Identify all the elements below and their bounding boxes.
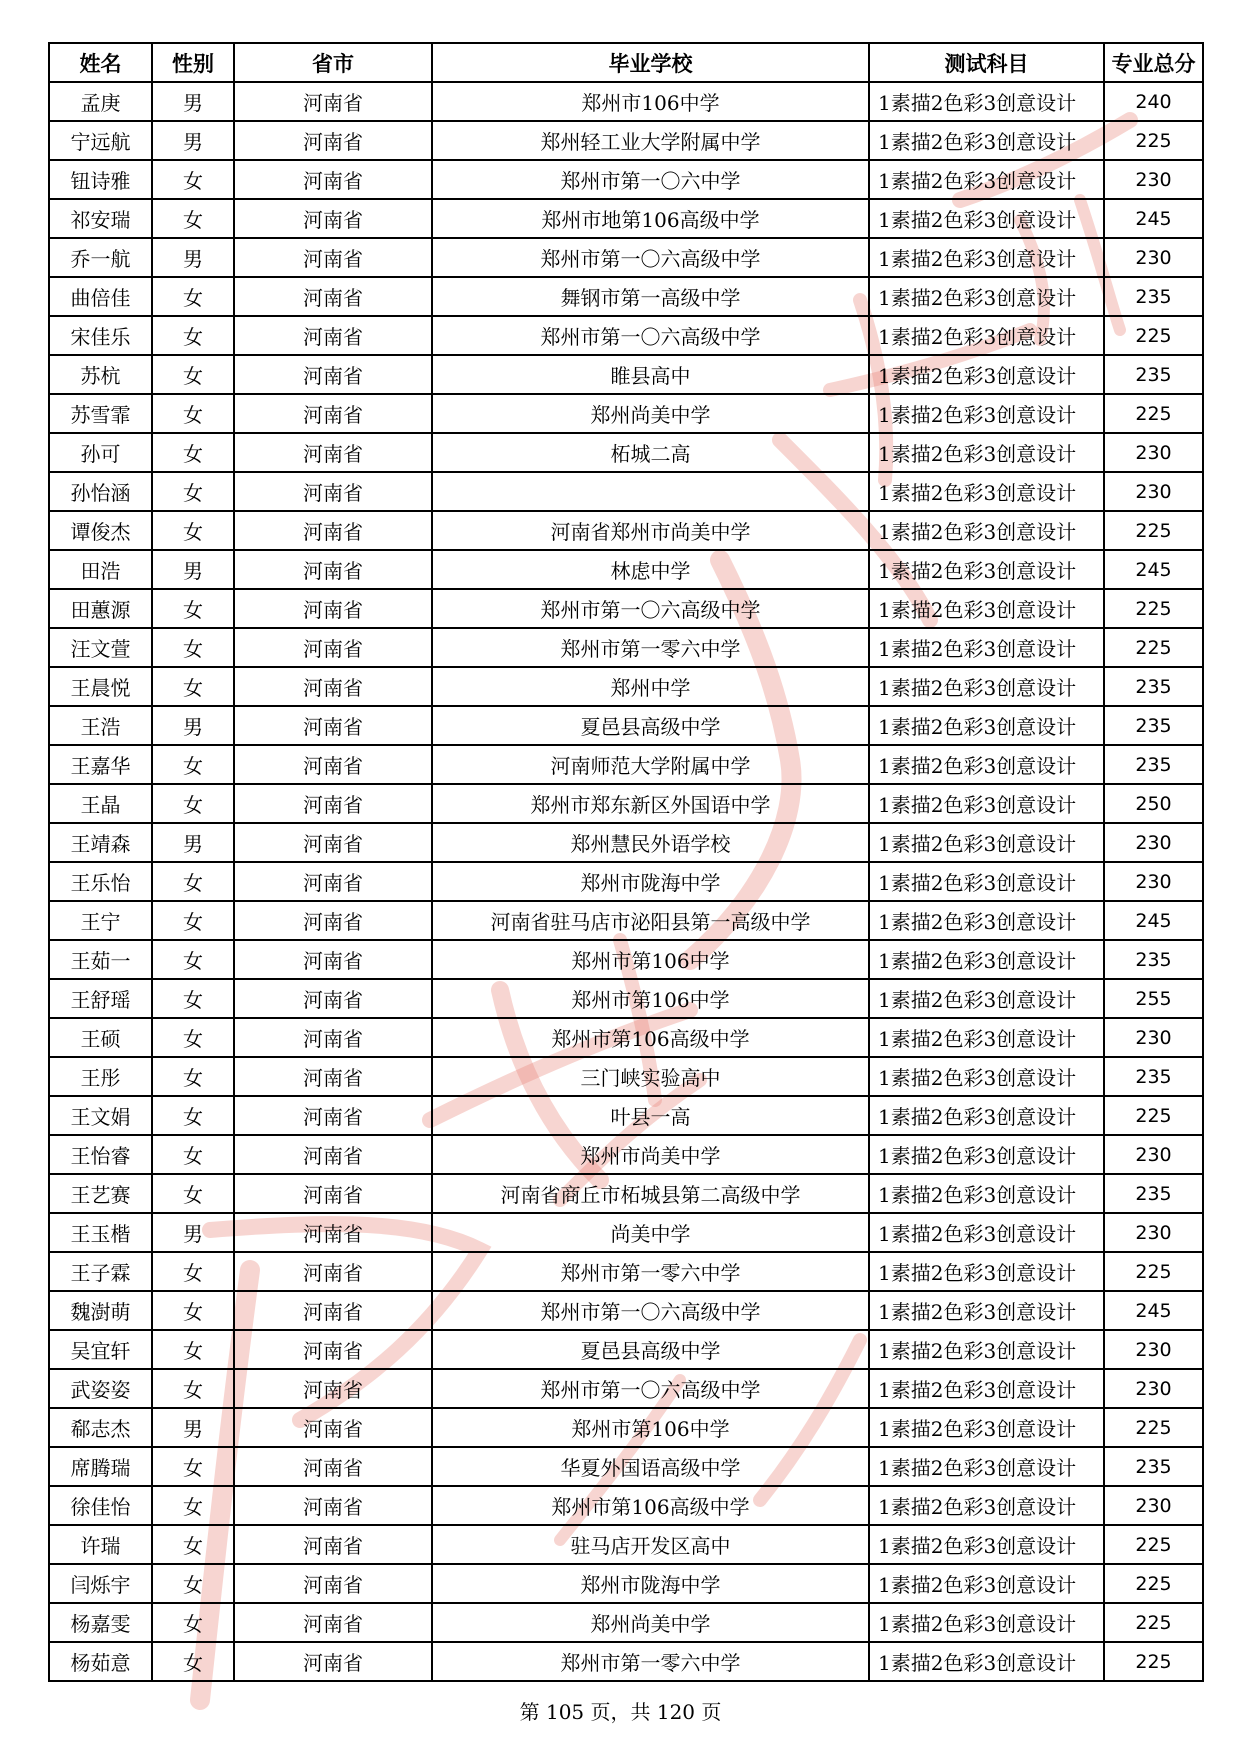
cell-subject: 1素描2色彩3创意设计 [869, 1603, 1104, 1642]
cell-name: 田蕙源 [49, 589, 152, 628]
cell-name: 王晶 [49, 784, 152, 823]
cell-gender: 女 [152, 628, 234, 667]
table-header-row [49, 43, 1203, 82]
cell-name: 乔一航 [49, 238, 152, 277]
cell-province: 河南省 [234, 862, 432, 901]
cell-name: 徐佳怡 [49, 1486, 152, 1525]
cell-subject: 1素描2色彩3创意设计 [869, 199, 1104, 238]
cell-subject: 1素描2色彩3创意设计 [869, 1408, 1104, 1447]
cell-province: 河南省 [234, 1408, 432, 1447]
page-footer: 第 105 页，共 120 页 [519, 1700, 722, 1724]
cell-gender: 男 [152, 238, 234, 277]
cell-name: 宁远航 [49, 121, 152, 160]
cell-score: 240 [1104, 82, 1203, 121]
header-subject: 测试科目 [869, 43, 1104, 82]
cell-province: 河南省 [234, 1369, 432, 1408]
cell-name: 王晨悦 [49, 667, 152, 706]
cell-gender: 男 [152, 706, 234, 745]
cell-gender: 女 [152, 940, 234, 979]
cell-school: 郑州市地第106高级中学 [432, 199, 869, 238]
table-row [49, 1525, 1203, 1564]
cell-score: 235 [1104, 1057, 1203, 1096]
cell-gender: 女 [152, 784, 234, 823]
cell-gender: 女 [152, 1018, 234, 1057]
cell-subject: 1素描2色彩3创意设计 [869, 1642, 1104, 1681]
cell-province: 河南省 [234, 355, 432, 394]
cell-province: 河南省 [234, 1057, 432, 1096]
cell-province: 河南省 [234, 1252, 432, 1291]
cell-province: 河南省 [234, 121, 432, 160]
cell-score: 225 [1104, 511, 1203, 550]
cell-school: 叶县一高 [432, 1096, 869, 1135]
cell-subject: 1素描2色彩3创意设计 [869, 979, 1104, 1018]
cell-subject: 1素描2色彩3创意设计 [869, 355, 1104, 394]
cell-score: 235 [1104, 667, 1203, 706]
table-row [49, 1486, 1203, 1525]
cell-name: 王舒瑶 [49, 979, 152, 1018]
cell-subject: 1素描2色彩3创意设计 [869, 667, 1104, 706]
cell-school: 驻马店开发区高中 [432, 1525, 869, 1564]
cell-province: 河南省 [234, 1564, 432, 1603]
cell-subject: 1素描2色彩3创意设计 [869, 628, 1104, 667]
cell-subject: 1素描2色彩3创意设计 [869, 82, 1104, 121]
cell-score: 235 [1104, 745, 1203, 784]
table-row [49, 160, 1203, 199]
header-total-score: 专业总分 [1104, 43, 1203, 82]
cell-gender: 男 [152, 550, 234, 589]
cell-name: 吴宜轩 [49, 1330, 152, 1369]
cell-subject: 1素描2色彩3创意设计 [869, 1447, 1104, 1486]
cell-subject: 1素描2色彩3创意设计 [869, 1291, 1104, 1330]
cell-name: 闫烁宇 [49, 1564, 152, 1603]
cell-score: 225 [1104, 1603, 1203, 1642]
table-row [49, 238, 1203, 277]
cell-score: 225 [1104, 1096, 1203, 1135]
cell-province: 河南省 [234, 238, 432, 277]
cell-school: 尚美中学 [432, 1213, 869, 1252]
table-row [49, 589, 1203, 628]
cell-gender: 女 [152, 199, 234, 238]
cell-score: 235 [1104, 277, 1203, 316]
results-table [48, 42, 1204, 1682]
cell-name: 王宁 [49, 901, 152, 940]
cell-province: 河南省 [234, 82, 432, 121]
cell-province: 河南省 [234, 160, 432, 199]
cell-subject: 1素描2色彩3创意设计 [869, 511, 1104, 550]
cell-gender: 女 [152, 667, 234, 706]
cell-name: 王怡睿 [49, 1135, 152, 1174]
cell-province: 河南省 [234, 1135, 432, 1174]
cell-name: 王彤 [49, 1057, 152, 1096]
cell-province: 河南省 [234, 979, 432, 1018]
cell-name: 汪文萱 [49, 628, 152, 667]
cell-subject: 1素描2色彩3创意设计 [869, 1486, 1104, 1525]
cell-name: 魏澍萌 [49, 1291, 152, 1330]
cell-subject: 1素描2色彩3创意设计 [869, 862, 1104, 901]
cell-name: 杨嘉雯 [49, 1603, 152, 1642]
cell-score: 230 [1104, 1330, 1203, 1369]
cell-subject: 1素描2色彩3创意设计 [869, 433, 1104, 472]
table-row [49, 706, 1203, 745]
cell-name: 王玉楷 [49, 1213, 152, 1252]
cell-score: 245 [1104, 901, 1203, 940]
table-row [49, 979, 1203, 1018]
table-row [49, 1213, 1203, 1252]
cell-name: 宋佳乐 [49, 316, 152, 355]
cell-name: 曲倍佳 [49, 277, 152, 316]
cell-subject: 1素描2色彩3创意设计 [869, 1369, 1104, 1408]
table-row [49, 784, 1203, 823]
cell-school: 郑州市106中学 [432, 82, 869, 121]
cell-score: 225 [1104, 628, 1203, 667]
table-row [49, 394, 1203, 433]
cell-subject: 1素描2色彩3创意设计 [869, 901, 1104, 940]
cell-score: 255 [1104, 979, 1203, 1018]
table-row [49, 1291, 1203, 1330]
cell-subject: 1素描2色彩3创意设计 [869, 1135, 1104, 1174]
cell-province: 河南省 [234, 901, 432, 940]
table-row [49, 1330, 1203, 1369]
cell-school: 郑州尚美中学 [432, 394, 869, 433]
cell-subject: 1素描2色彩3创意设计 [869, 1057, 1104, 1096]
cell-school: 郑州市第一〇六高级中学 [432, 589, 869, 628]
cell-subject: 1素描2色彩3创意设计 [869, 706, 1104, 745]
cell-province: 河南省 [234, 316, 432, 355]
cell-gender: 女 [152, 1369, 234, 1408]
table-row [49, 82, 1203, 121]
cell-school: 郑州市郑东新区外国语中学 [432, 784, 869, 823]
cell-gender: 女 [152, 589, 234, 628]
cell-school: 郑州市第一〇六高级中学 [432, 238, 869, 277]
table-row [49, 823, 1203, 862]
cell-score: 230 [1104, 433, 1203, 472]
cell-school: 夏邑县高级中学 [432, 706, 869, 745]
header-province: 省市 [234, 43, 432, 82]
cell-province: 河南省 [234, 433, 432, 472]
cell-school: 郑州尚美中学 [432, 1603, 869, 1642]
table-row [49, 940, 1203, 979]
cell-subject: 1素描2色彩3创意设计 [869, 1096, 1104, 1135]
table-row [49, 1018, 1203, 1057]
cell-gender: 女 [152, 1486, 234, 1525]
table-row [49, 1096, 1203, 1135]
cell-school: 郑州市第一零六中学 [432, 628, 869, 667]
cell-score: 235 [1104, 355, 1203, 394]
table-row [49, 862, 1203, 901]
cell-province: 河南省 [234, 1018, 432, 1057]
cell-score: 235 [1104, 706, 1203, 745]
cell-school: 林虑中学 [432, 550, 869, 589]
cell-score: 225 [1104, 1408, 1203, 1447]
cell-province: 河南省 [234, 628, 432, 667]
cell-score: 245 [1104, 550, 1203, 589]
cell-name: 王嘉华 [49, 745, 152, 784]
cell-gender: 男 [152, 82, 234, 121]
table-row [49, 1603, 1203, 1642]
cell-score: 230 [1104, 823, 1203, 862]
table-row [49, 277, 1203, 316]
table-row [49, 1564, 1203, 1603]
header-school: 毕业学校 [432, 43, 869, 82]
cell-province: 河南省 [234, 1447, 432, 1486]
cell-score: 230 [1104, 1369, 1203, 1408]
cell-school: 河南省商丘市柘城县第二高级中学 [432, 1174, 869, 1213]
cell-name: 武姿姿 [49, 1369, 152, 1408]
cell-subject: 1素描2色彩3创意设计 [869, 1564, 1104, 1603]
cell-name: 王茹一 [49, 940, 152, 979]
cell-province: 河南省 [234, 277, 432, 316]
cell-name: 孙可 [49, 433, 152, 472]
cell-name: 田浩 [49, 550, 152, 589]
cell-gender: 女 [152, 1603, 234, 1642]
cell-name: 杨茹意 [49, 1642, 152, 1681]
cell-name: 王乐怡 [49, 862, 152, 901]
table-row [49, 667, 1203, 706]
cell-score: 225 [1104, 589, 1203, 628]
table-row [49, 745, 1203, 784]
table-row [49, 1369, 1203, 1408]
cell-score: 245 [1104, 199, 1203, 238]
cell-name: 王文娟 [49, 1096, 152, 1135]
table-row [49, 1447, 1203, 1486]
cell-gender: 女 [152, 472, 234, 511]
cell-school: 郑州市第一〇六高级中学 [432, 1369, 869, 1408]
cell-subject: 1素描2色彩3创意设计 [869, 238, 1104, 277]
cell-name: 席腾瑞 [49, 1447, 152, 1486]
cell-province: 河南省 [234, 823, 432, 862]
cell-school: 舞钢市第一高级中学 [432, 277, 869, 316]
table-row [49, 472, 1203, 511]
cell-score: 225 [1104, 1642, 1203, 1681]
cell-subject: 1素描2色彩3创意设计 [869, 589, 1104, 628]
cell-name: 郗志杰 [49, 1408, 152, 1447]
cell-gender: 女 [152, 277, 234, 316]
cell-province: 河南省 [234, 1603, 432, 1642]
cell-province: 河南省 [234, 1330, 432, 1369]
cell-gender: 女 [152, 394, 234, 433]
cell-gender: 女 [152, 1525, 234, 1564]
cell-subject: 1素描2色彩3创意设计 [869, 1525, 1104, 1564]
cell-name: 王靖森 [49, 823, 152, 862]
cell-school: 睢县高中 [432, 355, 869, 394]
cell-province: 河南省 [234, 550, 432, 589]
cell-gender: 女 [152, 433, 234, 472]
cell-school [432, 472, 869, 511]
cell-province: 河南省 [234, 1291, 432, 1330]
cell-name: 许瑞 [49, 1525, 152, 1564]
cell-name: 王艺赛 [49, 1174, 152, 1213]
cell-gender: 女 [152, 1564, 234, 1603]
cell-subject: 1素描2色彩3创意设计 [869, 121, 1104, 160]
cell-gender: 女 [152, 160, 234, 199]
cell-gender: 男 [152, 1408, 234, 1447]
cell-province: 河南省 [234, 511, 432, 550]
cell-name: 王浩 [49, 706, 152, 745]
table-row [49, 1408, 1203, 1447]
cell-gender: 女 [152, 1447, 234, 1486]
cell-score: 225 [1104, 1252, 1203, 1291]
table-row [49, 316, 1203, 355]
cell-school: 郑州市第一〇六高级中学 [432, 316, 869, 355]
cell-subject: 1素描2色彩3创意设计 [869, 1252, 1104, 1291]
cell-school: 夏邑县高级中学 [432, 1330, 869, 1369]
table-row [49, 355, 1203, 394]
cell-province: 河南省 [234, 706, 432, 745]
cell-score: 225 [1104, 1525, 1203, 1564]
cell-name: 祁安瑞 [49, 199, 152, 238]
cell-score: 225 [1104, 1564, 1203, 1603]
cell-province: 河南省 [234, 1642, 432, 1681]
cell-subject: 1素描2色彩3创意设计 [869, 1330, 1104, 1369]
cell-subject: 1素描2色彩3创意设计 [869, 940, 1104, 979]
cell-school: 郑州轻工业大学附属中学 [432, 121, 869, 160]
cell-name: 孟庚 [49, 82, 152, 121]
cell-name: 王硕 [49, 1018, 152, 1057]
cell-gender: 男 [152, 121, 234, 160]
cell-gender: 女 [152, 1252, 234, 1291]
cell-school: 郑州市尚美中学 [432, 1135, 869, 1174]
cell-school: 郑州市第一〇六中学 [432, 160, 869, 199]
cell-gender: 女 [152, 511, 234, 550]
cell-province: 河南省 [234, 1174, 432, 1213]
cell-school: 郑州市陇海中学 [432, 862, 869, 901]
cell-school: 郑州市第106中学 [432, 1408, 869, 1447]
cell-score: 225 [1104, 316, 1203, 355]
cell-score: 235 [1104, 940, 1203, 979]
cell-school: 河南省驻马店市泌阳县第一高级中学 [432, 901, 869, 940]
cell-subject: 1素描2色彩3创意设计 [869, 160, 1104, 199]
cell-school: 郑州市第106中学 [432, 979, 869, 1018]
cell-score: 245 [1104, 1291, 1203, 1330]
cell-subject: 1素描2色彩3创意设计 [869, 784, 1104, 823]
cell-gender: 女 [152, 1642, 234, 1681]
cell-province: 河南省 [234, 940, 432, 979]
cell-school: 河南师范大学附属中学 [432, 745, 869, 784]
cell-school: 郑州市第一〇六高级中学 [432, 1291, 869, 1330]
cell-gender: 女 [152, 745, 234, 784]
cell-score: 225 [1104, 394, 1203, 433]
cell-score: 230 [1104, 472, 1203, 511]
table-row [49, 1057, 1203, 1096]
cell-gender: 女 [152, 1174, 234, 1213]
cell-subject: 1素描2色彩3创意设计 [869, 277, 1104, 316]
cell-gender: 女 [152, 862, 234, 901]
cell-name: 孙怡涵 [49, 472, 152, 511]
cell-score: 230 [1104, 1486, 1203, 1525]
cell-name: 钮诗雅 [49, 160, 152, 199]
header-name: 姓名 [49, 43, 152, 82]
cell-school: 河南省郑州市尚美中学 [432, 511, 869, 550]
cell-school: 郑州市第一零六中学 [432, 1642, 869, 1681]
cell-subject: 1素描2色彩3创意设计 [869, 316, 1104, 355]
cell-subject: 1素描2色彩3创意设计 [869, 394, 1104, 433]
cell-school: 郑州中学 [432, 667, 869, 706]
cell-school: 郑州市第106高级中学 [432, 1486, 869, 1525]
cell-name: 谭俊杰 [49, 511, 152, 550]
cell-gender: 女 [152, 1330, 234, 1369]
cell-province: 河南省 [234, 472, 432, 511]
cell-province: 河南省 [234, 745, 432, 784]
cell-score: 230 [1104, 1135, 1203, 1174]
cell-gender: 女 [152, 1096, 234, 1135]
cell-name: 王子霖 [49, 1252, 152, 1291]
cell-gender: 女 [152, 901, 234, 940]
table-row [49, 433, 1203, 472]
cell-province: 河南省 [234, 199, 432, 238]
cell-school: 郑州慧民外语学校 [432, 823, 869, 862]
cell-score: 230 [1104, 862, 1203, 901]
cell-province: 河南省 [234, 1525, 432, 1564]
cell-name: 苏雪霏 [49, 394, 152, 433]
cell-subject: 1素描2色彩3创意设计 [869, 1018, 1104, 1057]
cell-gender: 女 [152, 1291, 234, 1330]
cell-score: 230 [1104, 238, 1203, 277]
cell-score: 235 [1104, 1174, 1203, 1213]
cell-school: 郑州市第106中学 [432, 940, 869, 979]
table-row [49, 1174, 1203, 1213]
cell-province: 河南省 [234, 1213, 432, 1252]
cell-school: 郑州市第一零六中学 [432, 1252, 869, 1291]
table-row [49, 1642, 1203, 1681]
table-row [49, 121, 1203, 160]
cell-province: 河南省 [234, 1096, 432, 1135]
cell-gender: 女 [152, 316, 234, 355]
cell-province: 河南省 [234, 667, 432, 706]
table-row [49, 199, 1203, 238]
cell-school: 郑州市陇海中学 [432, 1564, 869, 1603]
cell-gender: 女 [152, 1057, 234, 1096]
cell-province: 河南省 [234, 784, 432, 823]
table-row [49, 550, 1203, 589]
cell-subject: 1素描2色彩3创意设计 [869, 472, 1104, 511]
cell-gender: 女 [152, 1135, 234, 1174]
cell-province: 河南省 [234, 1486, 432, 1525]
cell-score: 225 [1104, 121, 1203, 160]
table-row [49, 1135, 1203, 1174]
table-row [49, 1252, 1203, 1291]
cell-gender: 女 [152, 355, 234, 394]
cell-province: 河南省 [234, 589, 432, 628]
cell-name: 苏杭 [49, 355, 152, 394]
cell-gender: 男 [152, 1213, 234, 1252]
cell-school: 华夏外国语高级中学 [432, 1447, 869, 1486]
cell-subject: 1素描2色彩3创意设计 [869, 823, 1104, 862]
cell-school: 郑州市第106高级中学 [432, 1018, 869, 1057]
cell-subject: 1素描2色彩3创意设计 [869, 745, 1104, 784]
cell-gender: 女 [152, 979, 234, 1018]
table-row [49, 628, 1203, 667]
cell-subject: 1素描2色彩3创意设计 [869, 1174, 1104, 1213]
cell-province: 河南省 [234, 394, 432, 433]
cell-school: 三门峡实验高中 [432, 1057, 869, 1096]
cell-score: 235 [1104, 1447, 1203, 1486]
cell-score: 230 [1104, 1213, 1203, 1252]
cell-subject: 1素描2色彩3创意设计 [869, 550, 1104, 589]
cell-score: 230 [1104, 160, 1203, 199]
cell-score: 230 [1104, 1018, 1203, 1057]
cell-gender: 男 [152, 823, 234, 862]
table-row [49, 901, 1203, 940]
table-row [49, 511, 1203, 550]
cell-score: 250 [1104, 784, 1203, 823]
cell-subject: 1素描2色彩3创意设计 [869, 1213, 1104, 1252]
header-gender: 性别 [152, 43, 234, 82]
cell-school: 柘城二高 [432, 433, 869, 472]
